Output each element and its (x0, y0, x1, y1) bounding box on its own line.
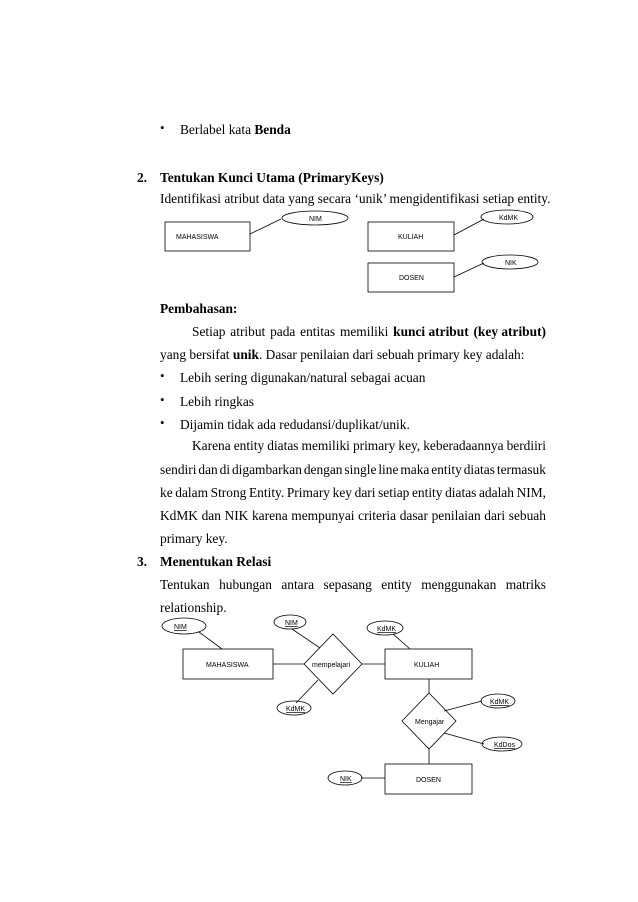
paragraph-2-line-5: primary key. (160, 531, 228, 546)
bullet-item: Lebih ringkas (180, 394, 255, 409)
bullet-marker: • (160, 392, 165, 407)
section-3-number: 3. (137, 554, 148, 569)
word: sepasang (323, 577, 372, 592)
word: entity (233, 438, 265, 453)
entity-dosen-label: DOSEN (399, 275, 424, 282)
attribute-kddos-label: KdDos (494, 742, 516, 749)
connector-kdmk-top (393, 634, 410, 649)
word: criteria (358, 508, 397, 523)
bullet-text: Berlabel kata (180, 122, 255, 137)
word: diatas (267, 438, 299, 453)
word: dasar (399, 508, 428, 523)
word: adalah (478, 485, 514, 500)
pembahasan-heading: Pembahasan: (160, 301, 238, 316)
attribute-nim-label: NIM (309, 216, 322, 223)
attribute-kdmk-label: KdMK (499, 215, 519, 222)
word: dan (198, 462, 218, 477)
connector-kdmk-bottom (296, 680, 318, 703)
word: key, (398, 438, 421, 453)
word: NIK (224, 508, 249, 523)
word: digambarkan (231, 462, 302, 477)
attribute-kdmk-bottom-label: KdMK (286, 706, 306, 713)
entity-kuliah-label: KULIAH (414, 662, 440, 669)
word: NIM, (516, 485, 546, 500)
section-2-intro: Identifikasi atribut data yang secara ‘unik’ mengidentifikasi setiap entity. (160, 191, 551, 206)
word: keberadaannya (423, 438, 504, 453)
word: mempunyai (291, 508, 355, 523)
word: memiliki (339, 324, 389, 339)
word: dari (354, 485, 376, 500)
word: diatas (463, 462, 495, 477)
connector-nim-left (199, 632, 222, 649)
word: setiap (378, 485, 410, 500)
word: KdMK (160, 508, 198, 523)
bullet-item: Dijamin tidak ada redudansi/duplikat/unik. (180, 417, 410, 432)
entity-dosen-label: DOSEN (416, 777, 441, 784)
word: pada (270, 324, 296, 339)
word-bold: (key atribut) (473, 324, 546, 339)
text-bold: unik (232, 347, 259, 362)
word: menggunakan (421, 577, 497, 592)
attribute-kdmk-right-label: KdMK (490, 699, 510, 706)
section-3-heading: Menentukan Relasi (160, 554, 272, 569)
bullet-marker: • (160, 120, 165, 135)
relation-mengajar-label: Mengajar (415, 719, 445, 726)
word: Tentukan (160, 577, 210, 592)
word: primary (352, 438, 396, 453)
word: berdiiri (506, 438, 546, 453)
attribute-nik-label: NIK (505, 260, 517, 267)
word: karena (251, 508, 288, 523)
connector-kddos (444, 733, 484, 744)
bullet-text-bold: Benda (254, 122, 291, 137)
word: atribut (230, 324, 266, 339)
word: Primary (286, 485, 330, 500)
word: penilaian (431, 508, 481, 523)
word: memiliki (301, 438, 350, 453)
attribute-nim-left-label: NIM (174, 624, 187, 631)
word: single (344, 462, 377, 477)
bullet-marker: • (160, 415, 165, 430)
word: sebuah (508, 508, 546, 523)
word: Entity. (249, 485, 285, 500)
word: sendiri (160, 462, 197, 477)
attribute-kdmk-top-label: KdMK (377, 626, 397, 633)
word: dalam (175, 485, 208, 500)
relation-mempelajari-label: mempelajari (312, 662, 351, 669)
word: entitas (300, 324, 336, 339)
attribute-nim-top-label: NIM (285, 620, 298, 627)
word: Setiap (192, 324, 226, 339)
section-2-number: 2. (137, 170, 148, 185)
entity-kuliah-label: KULIAH (398, 234, 424, 241)
word: dan (201, 508, 221, 523)
bullet-item: Lebih sering digunakan/natural sebagai acuan (180, 370, 426, 385)
attribute-nik-label: NIK (340, 776, 352, 783)
word: entity (381, 577, 412, 592)
word: entity (411, 485, 443, 500)
word-bold: kunci atribut (393, 324, 469, 339)
word: line (378, 462, 399, 477)
word: termasuk (496, 462, 546, 477)
word: hubungan (219, 577, 272, 592)
word: entity (431, 462, 462, 477)
section-3-line-2: relationship. (160, 600, 227, 615)
word: Karena (192, 438, 231, 453)
word: antara (281, 577, 315, 592)
word: diatas (445, 485, 477, 500)
connector-kdmk-right (444, 701, 482, 711)
connector-nim-top (292, 629, 320, 648)
word: dari (484, 508, 506, 523)
word: ke (160, 485, 173, 500)
word: Strong (210, 485, 247, 500)
word: key (332, 485, 352, 500)
entity-mahasiswa-label: MAHASISWA (176, 234, 219, 241)
text: yang bersifat (160, 347, 233, 362)
entity-mahasiswa-label: MAHASISWA (206, 662, 249, 669)
word: maka (400, 462, 430, 477)
word: dengan (303, 462, 343, 477)
word: di (219, 462, 231, 477)
section-2-heading: Tentukan Kunci Utama (PrimaryKeys) (160, 170, 384, 185)
text: . Dasar penilaian dari sebuah primary key adalah: (258, 347, 525, 362)
bullet-marker: • (160, 368, 165, 383)
word: matriks (505, 577, 546, 592)
